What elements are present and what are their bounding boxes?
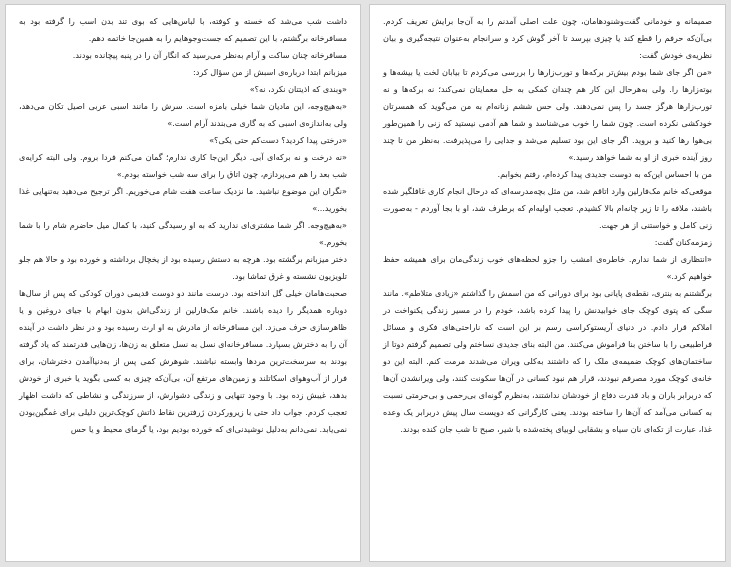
- paragraph: داشت شب می‌شد که خسته و کوفته، با لباس‌هایی که بوی تند بدن اسب را گرفته بود به مسافرخانه برگشتم، با این تصمیم که جست‌وجوهایم را به همین‌جا خاتمه دهم.: [19, 16, 347, 43]
- paragraph: «به‌هیچ‌وجه، این مادیان شما خیلی بامزه است. سرش را مانند اسبی عربی اصیل تکان می‌دهد، ولی به‌اندازه‌ی اسبی که به گاری می‌بندند آرام است.»: [19, 101, 347, 128]
- paragraph: «من اگر جای شما بودم بیش‌تر برکه‌ها و تورب‌زارها را بررسی می‌کردم تا بیابان لخت یا بیشه‌ها و بوته‌زارها را. ولی به‌هرحال این کار هم چندان کمکی به حل معمایتان نمی‌کند؛ نه برکه‌ها و نه تورب‌زارها هرگز جسد را پس نمی‌دهند. ولی حس ششم زنانه‌ام به من می‌گوید که همسرتان خودکشی نکرده است. چون شما را خوب می‌شناسد و شما هم آدمی نیستید که زنی را همین‌طور بی‌هوا رها کنید و بروید. اگر جای این بود تسلیم می‌شد و جدایی را می‌پذیرفت. به‌نظر من تا چند روز آینده خبری از او به شما خواهد رسید.»: [383, 67, 712, 162]
- paragraph: من با احساس این‌که به دوست جدیدی پیدا کرده‌ام، رفتم بخوابم.: [497, 169, 712, 179]
- paragraph: «درختی پیدا کردید؟ دست‌کم حتی یکی؟»: [209, 135, 347, 145]
- paragraph: صحبت‌هامان خیلی گل انداخته بود. درست مانند دو دوست قدیمی دوران کودکی که پس از سال‌ها دوباره همدیگر را دیده باشند. خانم مک‌فارلین از زندگی‌اش بدون ابهام با جیای دروغین و یا ظاهرسازی حرف می‌زد. این مسافرخانه از مادرش به او ارث رسیده بود و در نظر داشت در آینده آن را به دخترش بسپارد. مسافرخانه‌ای نسل به نسل متعلق به زن‌ها، زن‌هایی قدرتمند که یاد گرفته بودند به سرسخت‌ترین مردها وابسته نباشند. شوهرش کمی پس از به‌دنیاآمدن دخترشان، برای فرار از آب‌وهوای اسکاتلند و زمین‌های مرتفع آن، بی‌آن‌که چیزی به کسی بگوید یا خبری از خودش بدهد، غیبش زده بود. با وجود تنهایی و زندگی دشوارش، از سرزندگی و نشاطی که داشت اظهار تعجب کردم. جواب داد حتی با زیرورکردن ژرفترین نقاط ذاتش کوچک‌ترین دلیلی برای غمگین‌بودن نمی‌یابد. نمی‌دانم به‌دلیل نوشیدنی‌ای که خورده بودیم بود، یا گرمای محیط و یا حس: [19, 288, 347, 434]
- paragraph: صمیمانه و خودمانی گفت‌وشنودهامان، چون علت اصلی آمدنم را به آن‌جا برایش تعریف کردم. بی‌آن‌که حرفم را قطع کند یا چیزی بپرسد تا آخر گوش کرد و سرانجام به‌عنوان نتیجه‌گیری و بیان نظریه‌ی خودش گفت:: [383, 16, 712, 60]
- paragraph: برگشتنم به بنتری، نقطه‌ی پایانی بود برای دورانی که من اسمش را گذاشتم «زیادی متلاطم». مانند سگی که پتوی کوچک جای خوابیدنش را پیدا کرده باشد، خودم را در مسیر زندگی یکنواخت در املاکم قرار دادم. در دنیای آریستوکراسی رسم بر این است که ناراحتی‌های فکری و مسائل فراطبیعی را با ساختن بنا فراموش می‌کنند. من البته بنای جدیدی نساختم ولی تصمیم گرفتم دوتا از ساختمان‌های کوچک ضمیمه‌ی ملک را که داشتند به‌کلی ویران می‌شدند مرمت کنم. البته این دو خانه‌ی کوچک مورد مصرفم نبودند، قرار هم نبود کسانی در آن‌ها سکونت کنند، ولی ویرانشدن آن‌ها که دربرابر باران و باد قدرت دفاع از خودشان نداشتند، به‌نظرم گونه‌ای بی‌رحمی و بی‌حرمتی نسبت به کسانی می‌آمد که آن‌ها را ساخته بودند. یعنی کارگرانی که دویست سال پیش دربرابر یک وعده غذا، عبارت از تکه‌ای نان سیاه و بشقابی لوبیای پخته‌شده با شیر، صبح تا شب جان کنده بودند.: [383, 288, 712, 434]
- paragraph: «وبندی که اذیتتان نکرد، نه؟»: [249, 84, 347, 94]
- paragraph: مسافرخانه چنان ساکت و آرام به‌نظر می‌رسید که انگار آن را در پنبه پیچانده بودند.: [72, 50, 347, 60]
- right-page: [369, 4, 726, 562]
- paragraph: زمزمه‌کنان گفت:: [654, 237, 712, 247]
- paragraph: «نگران این موضوع نباشید. ما نزدیک ساعت هفت شام می‌خوریم. اگر ترجیح می‌دهید به‌تنهایی غذا بخورید...»: [19, 186, 347, 213]
- paragraph: «به‌هیچ‌وجه. اگر شما مشتری‌ای ندارید که به او رسیدگی کنید، با کمال میل حاضرم شام را با شما بخورم.»: [19, 220, 347, 247]
- left-page: [5, 4, 361, 562]
- paragraph: موقعی‌که خانم مک‌فارلین وارد اتاقم شد، من مثل بچه‌مدرسه‌ای که درحال انجام کاری غافلگیر شده باشند، ملافه را تا زیر چانه‌ام بالا کشیدم. تعجب اولیه‌ام که برطرف شد، او با بجا آوردم - به‌صورت زنی کامل و خواستنی از هر جهت.: [383, 186, 712, 230]
- paragraph: دختر میزبانم برگشته بود. هرچه به دستش رسیده بود از یخچال برداشته و خورده بود و حالا هم جلو تلویزیون نشسته و غرق تماشا بود.: [19, 254, 347, 281]
- paragraph: «نه درخت و نه برکه‌ای آبی. دیگر این‌جا کاری ندارم؛ گمان می‌کنم فردا بروم. ولی البته کرایه‌ی شب بعد را هم می‌پردازم، چون اتاق را برای سه شب خواسته بودم.»: [19, 152, 347, 179]
- paragraph: میزبانم ابتدا درباره‌ی اسبش از من سؤال کرد:: [193, 67, 347, 77]
- paragraph: «انتظاری از شما ندارم. خاطره‌ی امشب را جزو لحظه‌های خوب زندگی‌مان برای همیشه حفظ خواهیم کرد.»: [383, 254, 712, 281]
